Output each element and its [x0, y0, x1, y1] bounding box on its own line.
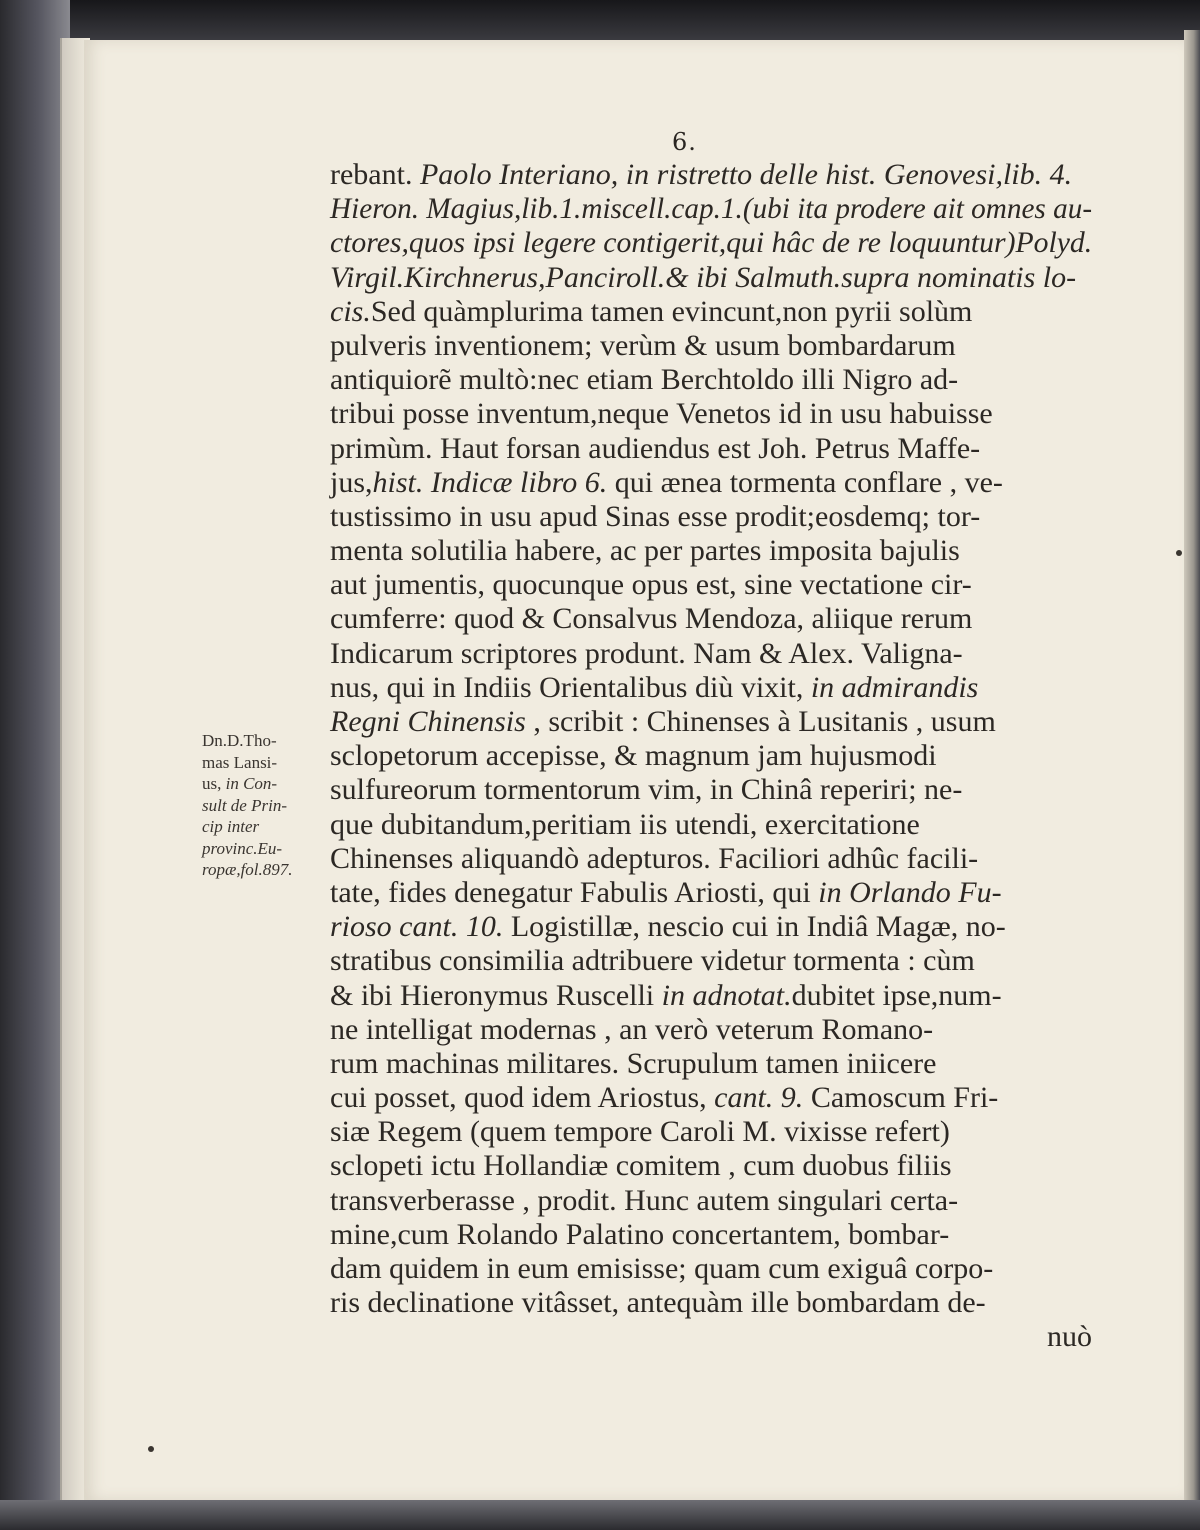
text-line-segment: Regni Chinensis [330, 705, 526, 738]
text-line [330, 637, 1092, 671]
text-line-segment: tate, fides denegatur Fabulis Ariosti, qui [330, 875, 819, 909]
text-line-segment: rum machinas militares. Scrupulum tamen iniicere [330, 1046, 937, 1080]
text-line [330, 158, 1092, 192]
text-line-segment: aut jumentis, quocunque opus est, sine vectatione cir- [330, 568, 972, 602]
text-line-segment: ris declinatione vitâsset, antequàm ille bombardam de- [330, 1286, 986, 1320]
text-line [330, 363, 1092, 397]
text-line [330, 979, 1092, 1013]
margin-note-line [202, 752, 324, 774]
text-line-segment: , scribit : Chinenses à Lusitanis , usum [525, 705, 996, 738]
text-line [330, 500, 1092, 534]
text-line [330, 808, 1092, 842]
margin-note-line-segment: sult de Prin- [202, 795, 287, 815]
text-line [330, 261, 1092, 295]
page-edge-right [1184, 30, 1200, 1520]
text-line [330, 705, 1092, 739]
text-line-segment: stratibus consimilia adtribuere videtur tormenta : cùm [330, 944, 975, 978]
text-line-segment: mine,cum Rolando Palatino concertantem, bombar- [330, 1217, 950, 1251]
text-line [330, 295, 1092, 329]
text-line [330, 1081, 1092, 1115]
text-line-segment: menta solutilia habere, ac per partes imposita bajulis [330, 534, 960, 568]
text-line-segment: cant. 9. [714, 1081, 804, 1115]
text-line [330, 1047, 1092, 1081]
text-line [330, 1149, 1092, 1183]
text-line-segment: dam quidem in eum emisisse; quam cum exiguâ corpo- [330, 1252, 994, 1285]
text-line-segment: que dubitandum,peritiam iis utendi, exercitatione [330, 807, 920, 841]
margin-note-line-segment: in Con- [225, 774, 278, 793]
text-line-segment: tribui posse inventum,neque Venetos id in usu habuisse [330, 397, 993, 431]
text-line [330, 568, 1092, 602]
margin-note-line [202, 816, 324, 838]
text-line-segment: primùm. Haut forsan audiendus est Joh. Petrus Maffe- [330, 431, 981, 465]
text-line-segment: jus, [330, 465, 373, 499]
text-line-segment: sclopetorum accepisse, & magnum jam hujusmodi [330, 739, 937, 773]
text-line [330, 739, 1092, 773]
text-line-segment: Logistillæ, nescio cui in Indiâ Magæ, no- [503, 910, 1006, 944]
margin-note-line-segment: Dn.D.Tho- [202, 731, 277, 750]
text-line [330, 1115, 1092, 1149]
text-line-segment: cui posset, quod idem Ariostus, [330, 1081, 715, 1115]
text-line [330, 602, 1092, 636]
text-line-segment: pulveris inventionem; verùm & usum bombardarum [330, 328, 956, 362]
text-line [330, 192, 1093, 226]
margin-note-line [202, 795, 324, 817]
text-line-segment: Virgil.Kirchnerus,Panciroll.& ibi Salmuth.supra nominatis lo- [330, 260, 1077, 294]
text-line [330, 1286, 1092, 1320]
text-line-segment: antiquiorẽ multò:nec etiam Berchtoldo illi Nigro ad- [330, 363, 959, 397]
text-line [330, 1013, 1092, 1047]
text-line-segment: cumferre: quod & Consalvus Mendoza, aliique rerum [330, 602, 973, 636]
text-line-segment: qui ænea tormenta conflare , ve- [607, 465, 1003, 499]
text-line [330, 842, 1092, 876]
text-line-segment: Camoscum Fri- [803, 1081, 999, 1115]
text-line-segment: Indicarum scriptores produnt. Nam & Alex. Valigna- [330, 636, 963, 670]
text-line [330, 534, 1092, 568]
margin-note-line-segment: provinc.Eu- [202, 838, 283, 858]
text-line [330, 1252, 1092, 1286]
text-line [330, 876, 1092, 910]
text-line-segment: in Orlando Fu- [818, 875, 1002, 909]
text-line-segment: nus, qui in Indiis Orientalibus diù vixit, [330, 670, 811, 704]
text-line-segment: Sed quàmplurima tamen evincunt,non pyrii solùm [370, 294, 973, 328]
text-line-segment: cis. [330, 294, 371, 328]
text-line-segment: tustissimo in usu apud Sinas esse prodit;eosdemq; tor- [330, 499, 981, 533]
text-line-segment: ne intelligat modernas , an verò veterum Romano- [330, 1012, 934, 1046]
page-number: 6. [672, 128, 697, 156]
body-text [330, 158, 1092, 1355]
margin-note-line [202, 773, 324, 795]
text-line-segment: Paolo Interiano, in ristretto delle hist. Genovesi,lib. 4. [419, 158, 1073, 191]
text-line-segment: in adnotat. [661, 978, 792, 1012]
text-line-segment: transverberasse , prodit. Hunc autem singulari certa- [330, 1183, 959, 1217]
ink-speck [148, 1446, 154, 1452]
text-line [330, 397, 1092, 431]
text-line-segment: hist. Indicæ libro 6. [372, 465, 608, 499]
margin-note-line-segment: ropæ,fol.897. [202, 860, 293, 879]
text-line [330, 671, 1092, 705]
text-line-segment: Chinenses aliquandò adepturos. Faciliori adhûc facili- [330, 841, 979, 875]
text-line [330, 432, 1092, 466]
text-line [330, 329, 1092, 363]
catchword: nuò [1047, 1320, 1092, 1354]
margin-note-line [202, 730, 324, 752]
margin-note-line [202, 838, 324, 860]
margin-note-line-segment: us, [202, 774, 226, 793]
text-line-segment: Hieron. Magius,lib.1.miscell.cap.1.(ubi ita prodere ait omnes au- [330, 192, 1093, 226]
text-line-segment: ctores,quos ipsi legere contigerit,qui hâc de re loquuntur)Polyd. [330, 226, 1093, 260]
text-line-segment: dubitet ipse,num- [791, 978, 1002, 1012]
text-line-segment: sclopeti ictu Hollandiæ comitem , cum duobus filiis [330, 1149, 952, 1183]
scan-background-bottom [0, 1500, 1200, 1530]
marginal-note [202, 730, 324, 881]
text-line [330, 226, 1093, 260]
text-line [330, 1184, 1092, 1218]
ink-speck [1176, 550, 1182, 556]
text-line-segment: rebant. [330, 158, 420, 191]
text-line [330, 910, 1092, 944]
text-line-segment: in admirandis [810, 670, 979, 704]
margin-note-line-segment: mas Lansi- [202, 752, 278, 772]
text-line [330, 773, 1092, 807]
margin-note-line [202, 859, 324, 881]
scan-background-top [0, 0, 1200, 40]
text-line-segment: siæ Regem (quem tempore Caroli M. vixisse refert) [330, 1115, 950, 1149]
text-line-segment: sulfureorum tormentorum vim, in Chinâ reperiri; ne- [330, 773, 963, 807]
text-line [330, 1218, 1092, 1252]
text-line [330, 466, 1092, 500]
text-line [330, 944, 1092, 978]
text-line-segment: & ibi Hieronymus Ruscelli [330, 978, 662, 1012]
margin-note-line-segment: cip inter [202, 817, 260, 836]
text-line-segment: rioso cant. 10. [330, 910, 504, 944]
